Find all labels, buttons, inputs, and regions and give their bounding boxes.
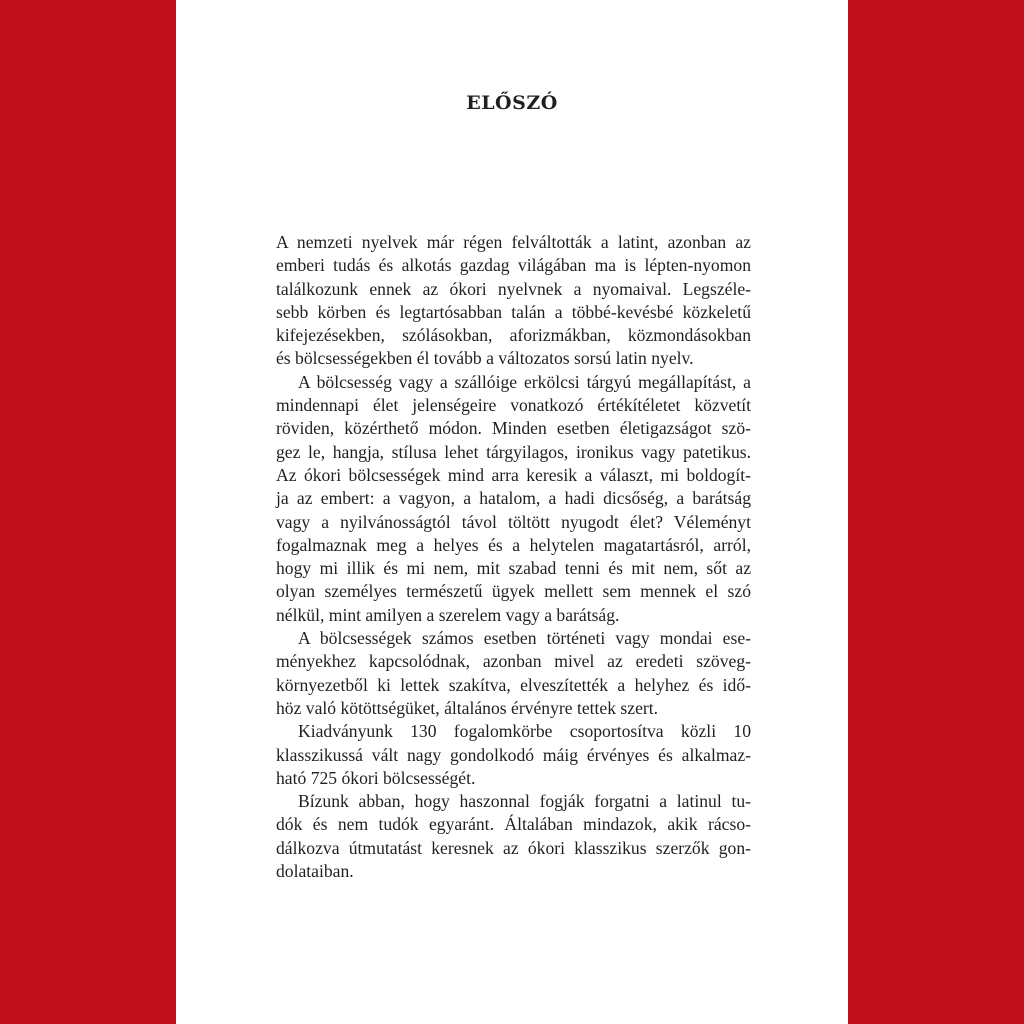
text-line: dálkozva útmutatást keresnek az ókori klasszikus szerzők gon-	[276, 837, 751, 858]
text-line: nélkül, mint amilyen a szerelem vagy a barátság.	[276, 604, 620, 625]
text-line: Kiadványunk 130 fogalomkörbe csoportosítva közli 10	[298, 721, 751, 742]
text-line: ményekhez kapcsolódnak, azonban mivel az eredeti szöveg-	[276, 651, 751, 672]
text-line: ja az embert: a vagyon, a hatalom, a hadi dicsőség, a barátság	[276, 488, 751, 509]
paragraph	[276, 627, 751, 720]
paragraph	[276, 720, 751, 790]
paragraph	[276, 231, 751, 371]
text-line: hogy mi illik és mi nem, mit szabad tenni és mit nem, sőt az	[276, 558, 751, 579]
text-line: ható 725 ókori bölcsességét.	[276, 767, 476, 788]
text-line: A bölcsességek számos esetben történeti vagy mondai ese-	[298, 628, 751, 649]
paragraph	[276, 790, 751, 883]
right-red-band	[848, 0, 1024, 1024]
text-line: A nemzeti nyelvek már régen felváltották a latint, azonban az	[276, 232, 751, 252]
text-line: Bízunk abban, hogy haszonnal fogják forgatni a latinul tu-	[298, 791, 751, 812]
left-red-band	[0, 0, 176, 1024]
text-line: A bölcsesség vagy a szállóige erkölcsi tárgyú megállapítást, a	[298, 371, 751, 392]
text-line: klasszikussá vált nagy gondolkodó máig érvényes és alkalmaz-	[276, 744, 751, 765]
body-text	[276, 231, 751, 883]
text-line: vagy a nyilvánosságtól távol töltött nyugodt élet? Véleményt	[276, 511, 751, 532]
text-line: mindennapi élet jelenségeire vonatkozó értékítéletet közvetít	[276, 395, 751, 416]
text-line: gez le, hangja, stílusa lehet tárgyilagos, ironikus vagy patetikus.	[276, 441, 751, 462]
text-line: és bölcsességekben él tovább a változatos sorsú latin nyelv.	[276, 348, 694, 369]
page-title: ELŐSZÓ	[466, 92, 558, 114]
text-line: találkozunk ennek az ókori nyelvnek a nyomaival. Legszéle-	[276, 278, 751, 299]
text-line: kifejezésekben, szólásokban, aforizmákban, közmondásokban	[276, 325, 751, 346]
text-line: röviden, közérthető módon. Minden esetben életigazságot szö-	[276, 418, 751, 439]
text-line: emberi tudás és alkotás gazdag világában ma is lépten-nyomon	[276, 255, 751, 276]
text-line: dók és nem tudók egyaránt. Általában mindazok, akik rácso-	[276, 814, 751, 835]
text-line: sebb körben és legtartósabban talán a többé-kevésbé közkeletű	[276, 301, 751, 322]
paragraph	[276, 371, 751, 627]
text-line: olyan személyes természetű ügyek mellett sem mennek el szó	[276, 581, 751, 602]
text-line: Az ókori bölcsességek mind arra keresik a választ, mi boldogít-	[276, 464, 751, 485]
text-line: dolataiban.	[276, 861, 354, 882]
text-line: höz való kötöttségüket, általános érvényre tettek szert.	[276, 697, 659, 718]
text-line: környezetből ki lettek szakítva, elveszítették a helyhez és idő-	[276, 674, 751, 695]
text-line: fogalmaznak meg a helyes és a helytelen magatartásról, arról,	[276, 534, 751, 555]
